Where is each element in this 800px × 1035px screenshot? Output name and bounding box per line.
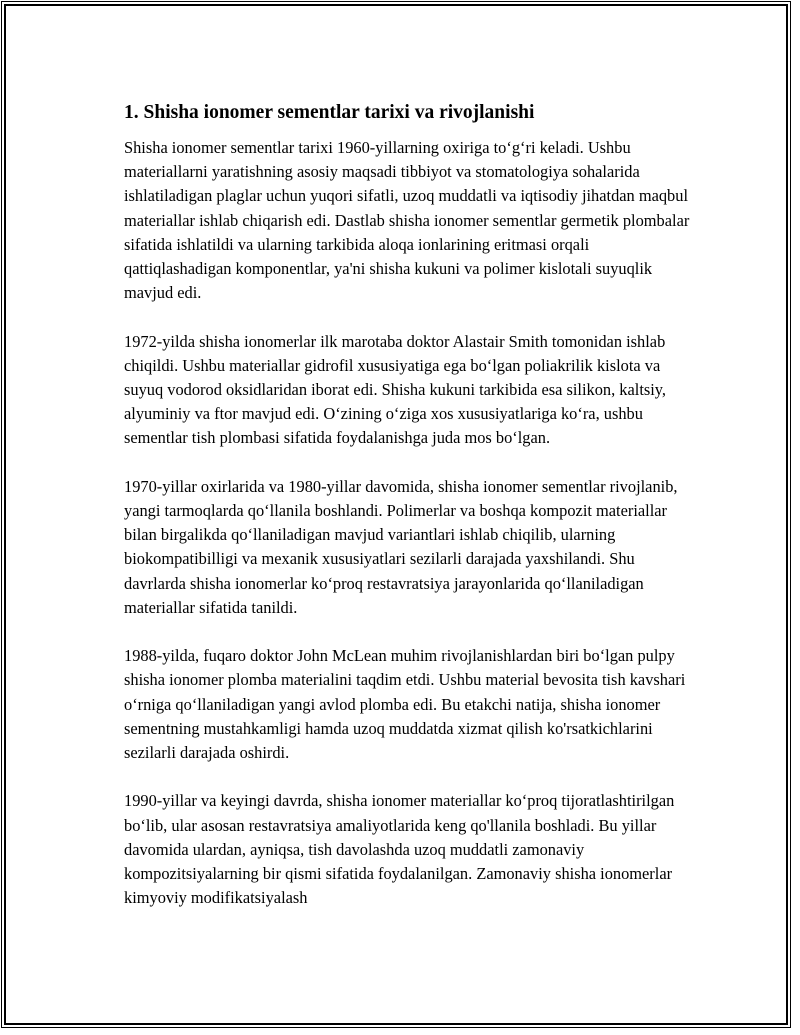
paragraph-2: 1972-yilda shisha ionomerlar ilk marotaba doktor Alastair Smith tomonidan ishlab chiqildi. Ushbu materiallar gidrofil xususiyatiga ega bo‘lgan poliakrilik kislota va suyuq vodorod oksidlaridan iborat edi. Shisha kukuni tarkibida esa silikon, kaltsiy, alyuminiy va ftor mavjud edi. O‘zining o‘ziga xos xususiyatlariga ko‘ra, ushbu sementlar tish plombasi sifatida foydalanishga juda mos bo‘lgan. bbox=[124, 331, 667, 448]
paragraph-3: 1970-yillar oxirlarida va 1980-yillar davomida, shisha ionomer sementlar rivojlanib, yangi tarmoqlarda qo‘llanila boshlandi. Polimerlar va boshqa kompozit materiallar bilan birgalikda qo‘llaniladigan mavjud variantlari ishlab chiqilib, ularning biokompatibilligi va mexanik xususiyatlari sezilarli darajada yaxshilandi. Shu davrlarda shisha ionomerlar ko‘proq restavratsiya jarayonlarida qo‘llaniladigan materiallar sifatida tanildi. bbox=[124, 476, 678, 617]
page-frame bbox=[4, 4, 788, 1025]
paragraph-1: Shisha ionomer sementlar tarixi 1960-yillarning oxiriga to‘g‘ri keladi. Ushbu materiallarni yaratishning asosiy maqsadi tibbiyot va stomatologiya sohalarida ishlatiladigan plaglar uchun yuqori sifatli, uzoq muddatli va iqtisodiy jihatdan maqbul materiallar ishlab chiqarish edi. Dastlab shisha ionomer sementlar germetik plombalar sifatida ishlatildi va ularning tarkibida aloqa ionlarining eritmasi orqali qattiqlashadigan komponentlar, ya'ni shisha kukuni va polimer kislotali suyuqlik mavjud edi. bbox=[124, 138, 690, 303]
paragraph-4: 1988-yilda, fuqaro doktor John McLean muhim rivojlanishlardan biri bo‘lgan pulpy shisha ionomer plomba materialini taqdim etdi. Ushbu material bevosita tish kavshari o‘rniga qo‘llaniladigan yangi avlod plomba edi. Bu etakchi natija, shisha ionomer sementning mustahkamligi hamda uzoq muddatda xizmat qilish ko'rsatkichlarini sezilarli darajada oshirdi. bbox=[124, 646, 686, 763]
paragraph-5: 1990-yillar va keyingi davrda, shisha ionomer materiallar ko‘proq tijoratlashtirilgan bo‘lib, ular asosan restavratsiya amaliyotlarida keng qo'llanila boshladi. Bu yillar davomida ulardan, ayniqsa, tish davolashda uzoq muddatli zamonaviy kompozitsiyalarning bir qismi sifatida foydalanilgan. Zamonaviy shisha ionomerlar kimyoviy modifikatsiyalash bbox=[124, 791, 675, 908]
section-heading: 1. Shisha ionomer sementlar tarixi va rivojlanishi bbox=[124, 102, 535, 123]
document-body bbox=[124, 100, 694, 935]
